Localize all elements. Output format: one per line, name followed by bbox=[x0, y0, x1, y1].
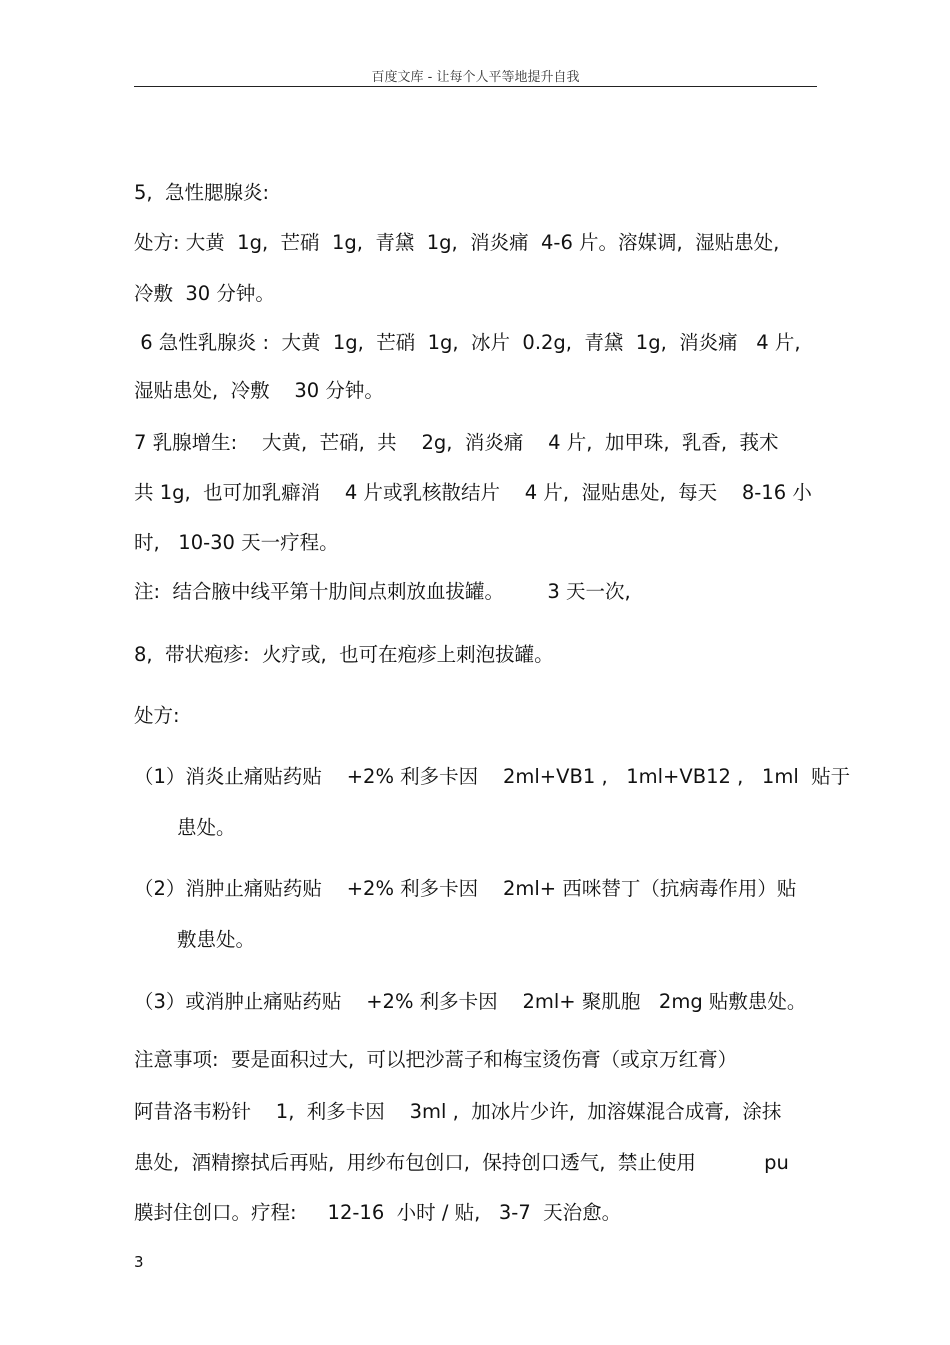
text-line: 患处, 酒精擦拭后再贴, 用纱布包创口, 保持创口透气, 禁止使用 pu bbox=[134, 1151, 789, 1174]
text-line: 注意事项: 要是面积过大, 可以把沙蒿子和梅宝烫伤膏（或京万红膏） bbox=[134, 1048, 738, 1071]
text-line: 湿贴患处, 冷敷 30 分钟。 bbox=[134, 379, 384, 402]
text-line: 患处。 bbox=[177, 816, 236, 839]
text-line: 冷敷 30 分钟。 bbox=[134, 282, 275, 305]
text-line: （3）或消肿止痛贴药贴 +2% 利多卡因 2ml+ 聚肌胞 2mg 贴敷患处。 bbox=[134, 990, 807, 1013]
text-line: 共 1g, 也可加乳癖消 4 片或乳核散结片 4 片, 湿贴患处, 每天 8-16 小 bbox=[134, 481, 812, 504]
page-header: 百度文库 - 让每个人平等地提升自我 bbox=[371, 70, 580, 85]
text-line: 处方: 大黄 1g, 芒硝 1g, 青黛 1g, 消炎痛 4-6 片。溶媒调, 湿贴患处, bbox=[134, 231, 780, 254]
header-rule bbox=[134, 86, 817, 87]
text-line: 膜封住创口。疗程: 12-16 小时 / 贴, 3-7 天治愈。 bbox=[134, 1201, 622, 1224]
text-line: 时, 10-30 天一疗程。 bbox=[134, 531, 339, 554]
text-line: 注: 结合腋中线平第十肋间点刺放血拔罐。 3 天一次, bbox=[134, 580, 631, 603]
text-line: （1）消炎止痛贴药贴 +2% 利多卡因 2ml+VB1 , 1ml+VB12 , 1ml 贴于 bbox=[134, 765, 851, 788]
text-line: 6 急性乳腺炎 : 大黄 1g, 芒硝 1g, 冰片 0.2g, 青黛 1g, 消炎痛 4 片, bbox=[134, 331, 801, 354]
text-line: 5, 急性腮腺炎: bbox=[134, 181, 270, 204]
text-line: 敷患处。 bbox=[177, 928, 256, 951]
text-line: 8, 带状疱疹: 火疗或, 也可在疱疹上刺泡拔罐。 bbox=[134, 643, 554, 666]
page-number: 3 bbox=[134, 1253, 144, 1271]
text-line: 7 乳腺增生: 大黄, 芒硝, 共 2g, 消炎痛 4 片, 加甲珠, 乳香, 莪术 bbox=[134, 431, 779, 454]
text-line: （2）消肿止痛贴药贴 +2% 利多卡因 2ml+ 西咪替丁（抗病毒作用）贴 bbox=[134, 877, 797, 900]
text-line: 处方: bbox=[134, 704, 180, 727]
text-line: 阿昔洛韦粉针 1, 利多卡因 3ml , 加冰片少许, 加溶媒混合成膏, 涂抹 bbox=[134, 1100, 782, 1123]
